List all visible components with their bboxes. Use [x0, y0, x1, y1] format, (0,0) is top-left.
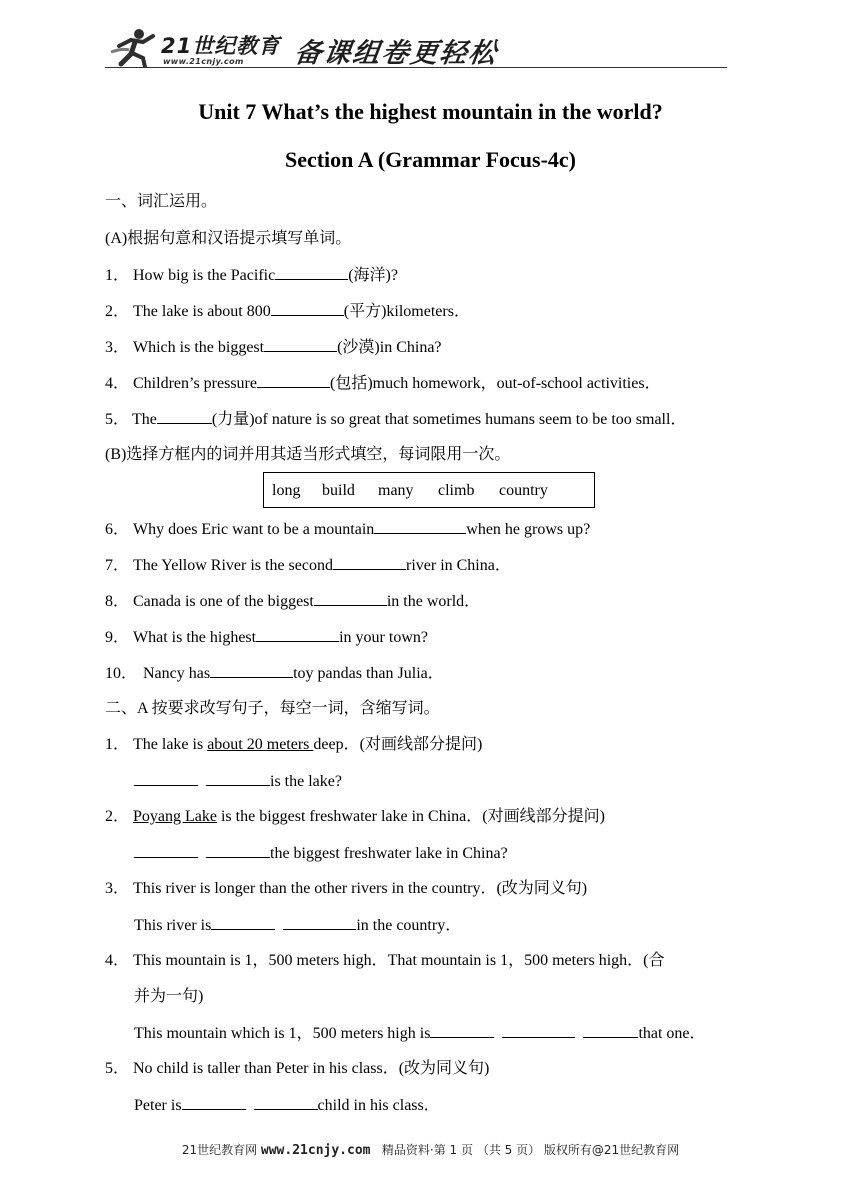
question-text: The Yellow River is the second: [133, 557, 333, 574]
question-number: 2．: [105, 808, 130, 825]
answer-blank[interactable]: [502, 1023, 575, 1038]
question-number: 5．: [105, 1060, 130, 1077]
answer-blank[interactable]: [256, 627, 339, 642]
answer-pre: This river is: [134, 917, 212, 934]
question-text-tail: (沙漠)in China?: [337, 339, 442, 356]
question-5: [105, 409, 686, 430]
page-subtitle: Section A (Grammar Focus-4c): [284, 147, 577, 172]
rewrite-4: [105, 951, 665, 971]
page-footer: [0, 1141, 861, 1158]
question-number: 4．: [105, 952, 130, 969]
question-text-tail: (海洋)?: [348, 267, 398, 284]
rewrite-5: [105, 1059, 489, 1079]
question-text: The lake is about 800: [133, 303, 271, 320]
question-text-tail: in the world．: [386, 593, 481, 610]
answer-blank[interactable]: [583, 1023, 638, 1038]
question-number: 8．: [105, 593, 130, 610]
question-7: [105, 555, 511, 576]
question-text-tail: toy pandas than Julia．: [293, 665, 444, 682]
answer-blank[interactable]: [134, 771, 198, 786]
question-number: 4．: [105, 375, 130, 392]
question-text: This river is longer than the other rivers in the country．(改为同义句): [133, 880, 588, 897]
question-text: The: [132, 411, 157, 428]
part1-heading: 一、词汇运用。: [105, 193, 218, 210]
rewrite-4-answer: [134, 1023, 706, 1044]
answer-tail: the biggest freshwater lake in China?: [270, 845, 508, 862]
answer-blank[interactable]: [210, 663, 293, 678]
question-number: 3．: [105, 880, 130, 897]
runner-logo-icon: [109, 28, 157, 68]
question-text: Why does Eric want to be a mountain: [133, 521, 375, 538]
rewrite-4-cont: 并为一句): [134, 988, 204, 1005]
word-box-item: long: [272, 482, 301, 499]
question-1: [105, 265, 398, 286]
answer-blank[interactable]: [206, 843, 270, 858]
question-6: [105, 519, 590, 540]
answer-blank[interactable]: [333, 555, 406, 570]
rewrite-5-answer: [134, 1095, 440, 1116]
rewrite-3-answer: [134, 915, 461, 936]
question-number: 10．: [105, 665, 138, 682]
question-number: 1．: [105, 267, 130, 284]
question-text: The lake is: [133, 736, 208, 753]
question-text-tail: in your town?: [339, 629, 428, 646]
part1-sub-a: (A)根据句意和汉语提示填写单词。: [105, 230, 352, 247]
page-title: Unit 7 What’s the highest mountain in the world?: [198, 99, 663, 124]
part1-sub-b: (B)选择方框内的词并用其适当形式填空，每词限用一次。: [105, 446, 511, 463]
question-3: [105, 337, 442, 358]
question-text: What is the highest: [133, 629, 257, 646]
question-number: 9．: [105, 629, 130, 646]
footer-left: 21世纪教育网: [181, 1143, 261, 1157]
rewrite-1-answer: [134, 771, 342, 792]
answer-tail: is the lake?: [270, 773, 342, 790]
answer-tail: in the country．: [356, 917, 462, 934]
question-text-tail: (平方)kilometers．: [343, 303, 470, 320]
answer-blank[interactable]: [275, 265, 348, 280]
header-slogan: 备课组卷更轻松: [292, 38, 500, 69]
answer-blank[interactable]: [283, 915, 356, 930]
question-number: 5．: [105, 411, 130, 428]
answer-blank[interactable]: [430, 1023, 494, 1038]
rewrite-2: [105, 807, 605, 827]
question-text: Canada is one of the biggest: [133, 593, 314, 610]
question-text-tail: river in China．: [405, 557, 511, 574]
question-text: This mountain is 1，500 meters high．That mountain is 1，500 meters high．(合: [133, 952, 665, 969]
answer-blank[interactable]: [374, 519, 466, 534]
page-header: [105, 22, 727, 70]
answer-pre: This mountain which is 1，500 meters high is: [134, 1025, 431, 1042]
answer-blank[interactable]: [271, 301, 344, 316]
word-box-item: many: [378, 482, 414, 499]
rewrite-1: [105, 735, 482, 755]
footer-right: 精品资料·第 1 页 （共 5 页） 版权所有@21世纪教育网: [370, 1143, 680, 1157]
question-8: [105, 591, 480, 612]
question-text: Nancy has: [143, 665, 211, 682]
word-box-item: build: [322, 482, 355, 499]
answer-tail: child in his class．: [317, 1097, 440, 1114]
word-box: [263, 472, 595, 508]
header-divider: [105, 67, 727, 68]
underlined-phrase: about 20 meters: [207, 736, 314, 753]
answer-blank[interactable]: [211, 915, 275, 930]
question-number: 7．: [105, 557, 130, 574]
part2-heading: 二、A 按要求改写句子，每空一词，含缩写词。: [105, 700, 440, 717]
question-number: 1．: [105, 736, 130, 753]
underlined-phrase: Poyang Lake: [133, 808, 217, 825]
answer-blank[interactable]: [206, 771, 270, 786]
word-box-item: climb: [438, 482, 475, 499]
answer-blank[interactable]: [314, 591, 387, 606]
answer-blank[interactable]: [257, 373, 330, 388]
question-text-tail: when he grows up?: [466, 521, 591, 538]
footer-site-link[interactable]: www.21cnjy.com: [260, 1143, 371, 1158]
question-text: Children’s pressure: [133, 375, 257, 392]
logo-url: www.21cnjy.com: [163, 57, 244, 66]
question-text: How big is the Pacific: [133, 267, 276, 284]
rewrite-3: [105, 879, 587, 899]
question-text-tail: (包括)much homework，out-of-school activities．: [329, 375, 661, 392]
question-4: [105, 373, 661, 394]
logo-text: 21世纪教育: [161, 34, 281, 58]
answer-blank[interactable]: [254, 1095, 318, 1110]
answer-blank[interactable]: [157, 409, 212, 424]
answer-blank[interactable]: [182, 1095, 246, 1110]
rewrite-2-answer: [134, 843, 508, 864]
question-9: [105, 627, 428, 648]
answer-pre: Peter is: [134, 1097, 182, 1114]
question-text: Which is the biggest: [133, 339, 265, 356]
question-text-tail: is the biggest freshwater lake in China．(对画线部分提问): [216, 808, 605, 825]
word-box-item: country: [499, 482, 548, 499]
question-number: 3．: [105, 339, 130, 356]
question-number: 2．: [105, 303, 130, 320]
question-text-tail: (力量)of nature is so great that sometimes humans seem to be too small．: [211, 411, 687, 428]
answer-blank[interactable]: [264, 337, 337, 352]
question-2: [105, 301, 470, 322]
question-text: No child is taller than Peter in his class．(改为同义句): [133, 1060, 490, 1077]
question-number: 6．: [105, 521, 130, 538]
answer-blank[interactable]: [134, 843, 198, 858]
answer-tail: that one．: [638, 1025, 706, 1042]
question-text-tail: deep．(对画线部分提问): [313, 736, 483, 753]
question-10: [105, 663, 444, 684]
